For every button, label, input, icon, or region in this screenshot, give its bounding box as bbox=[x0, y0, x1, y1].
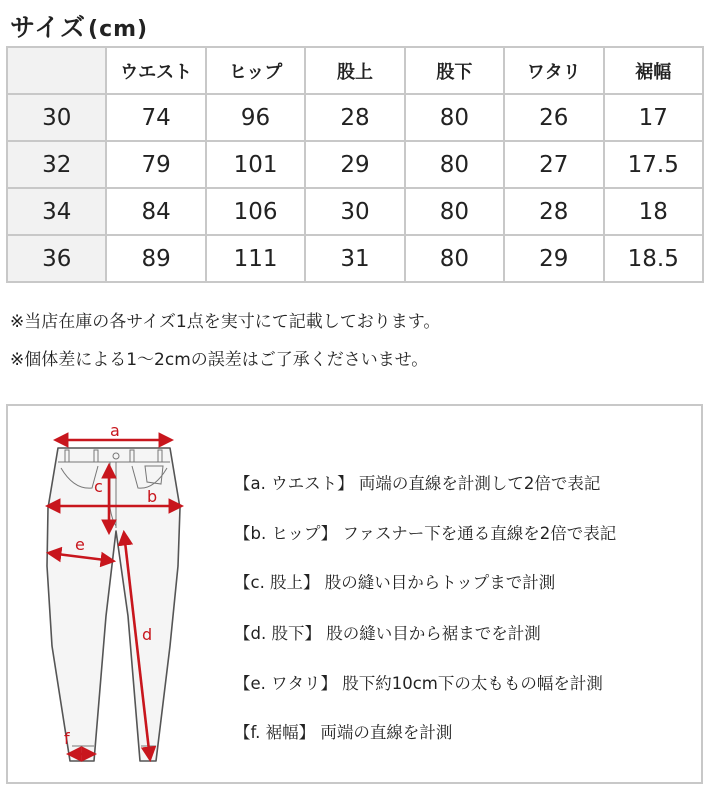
table-cell: 17 bbox=[604, 94, 703, 141]
table-cell: 89 bbox=[106, 235, 205, 282]
table-cell: 101 bbox=[206, 141, 305, 188]
page-title bbox=[10, 8, 148, 44]
jeans-outline bbox=[47, 448, 180, 761]
table-row bbox=[7, 141, 703, 188]
label-c: c bbox=[94, 477, 103, 496]
title-unit: (cm) bbox=[88, 17, 149, 42]
title-text: サイズ bbox=[10, 13, 87, 42]
legend-item-rise: 【c. 股上】 股の縫い目からトップまで計測 bbox=[234, 573, 556, 592]
table-cell: 26 bbox=[504, 94, 603, 141]
label-a: a bbox=[110, 421, 120, 440]
label-f: f bbox=[64, 729, 70, 748]
table-cell: 28 bbox=[504, 188, 603, 235]
header-thigh: ワタリ bbox=[504, 47, 603, 94]
table-row bbox=[7, 188, 703, 235]
row-size-label: 36 bbox=[7, 235, 106, 282]
note-tolerance: ※個体差による1〜2cmの誤差はご了承くださいませ。 bbox=[10, 350, 429, 370]
table-cell: 17.5 bbox=[604, 141, 703, 188]
table-row bbox=[7, 94, 703, 141]
label-b: b bbox=[147, 487, 158, 506]
size-table bbox=[6, 46, 704, 283]
table-cell: 30 bbox=[305, 188, 404, 235]
table-cell: 96 bbox=[206, 94, 305, 141]
table-cell: 29 bbox=[305, 141, 404, 188]
legend-item-waist: 【a. ウエスト】 両端の直線を計測して2倍で表記 bbox=[234, 474, 601, 493]
table-cell: 106 bbox=[206, 188, 305, 235]
table-cell: 84 bbox=[106, 188, 205, 235]
row-size-label: 34 bbox=[7, 188, 106, 235]
label-e: e bbox=[75, 535, 85, 554]
header-waist: ウエスト bbox=[106, 47, 205, 94]
header-hem: 裾幅 bbox=[604, 47, 703, 94]
table-row bbox=[7, 235, 703, 282]
table-cell: 18 bbox=[604, 188, 703, 235]
label-d: d bbox=[142, 625, 153, 644]
table-cell: 80 bbox=[405, 188, 504, 235]
table-cell: 111 bbox=[206, 235, 305, 282]
table-corner-cell bbox=[7, 47, 106, 94]
table-cell: 80 bbox=[405, 141, 504, 188]
table-cell: 31 bbox=[305, 235, 404, 282]
legend-item-hem: 【f. 裾幅】 両端の直線を計測 bbox=[234, 723, 453, 742]
header-hip: ヒップ bbox=[206, 47, 305, 94]
table-cell: 80 bbox=[405, 94, 504, 141]
table-cell: 29 bbox=[504, 235, 603, 282]
legend-item-inseam: 【d. 股下】 股の縫い目から裾までを計測 bbox=[234, 624, 541, 643]
table-cell: 80 bbox=[405, 235, 504, 282]
row-size-label: 32 bbox=[7, 141, 106, 188]
header-rise: 股上 bbox=[305, 47, 404, 94]
header-inseam: 股下 bbox=[405, 47, 504, 94]
note-measurement: ※当店在庫の各サイズ1点を実寸にて記載しております。 bbox=[10, 312, 441, 332]
table-header-row bbox=[7, 47, 703, 94]
legend-item-thigh: 【e. ワタリ】 股下約10cm下の太ももの幅を計測 bbox=[234, 674, 603, 693]
table-cell: 74 bbox=[106, 94, 205, 141]
table-cell: 79 bbox=[106, 141, 205, 188]
table-cell: 27 bbox=[504, 141, 603, 188]
table-cell: 28 bbox=[305, 94, 404, 141]
jeans-diagram bbox=[30, 416, 200, 776]
table-cell: 18.5 bbox=[604, 235, 703, 282]
legend-item-hip: 【b. ヒップ】 ファスナー下を通る直線を2倍で表記 bbox=[234, 524, 617, 543]
row-size-label: 30 bbox=[7, 94, 106, 141]
